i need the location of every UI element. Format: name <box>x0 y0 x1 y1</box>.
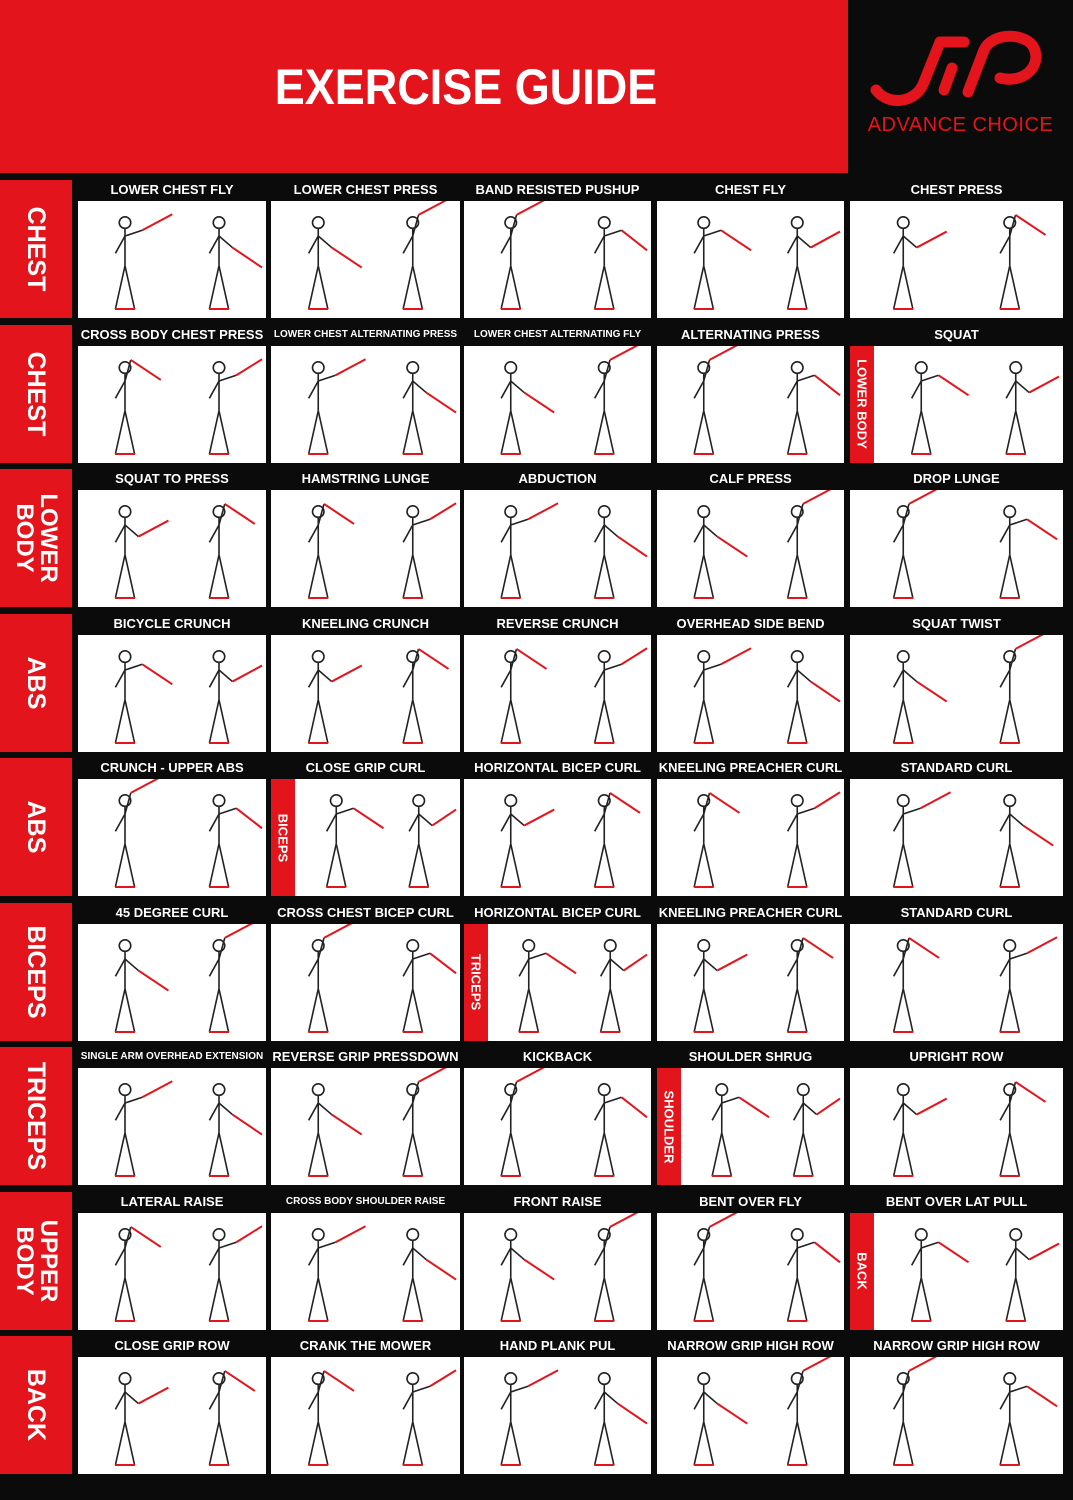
exercise-card <box>271 903 460 1041</box>
exercise-row <box>0 464 1073 609</box>
exercise-figure-icon <box>464 201 651 318</box>
section-label <box>0 469 72 607</box>
exercise-figure-icon <box>464 1068 651 1185</box>
exercise-figure-icon <box>657 635 844 752</box>
exercise-title: LATERAL RAISE <box>78 1192 266 1212</box>
exercise-title: BAND RESISTED PUSHUP <box>464 180 651 200</box>
exercise-illustration <box>850 1068 1063 1185</box>
exercise-figure-icon <box>657 1213 844 1330</box>
section-label-text: TRICEPS <box>22 1061 50 1171</box>
exercise-card <box>271 758 460 896</box>
exercise-figure-icon <box>271 779 460 896</box>
exercise-illustration <box>657 924 844 1041</box>
category-tag-text: SHOULDER <box>661 1090 677 1163</box>
category-tag <box>464 924 488 1041</box>
exercise-title: CRANK THE MOWER <box>271 1336 460 1356</box>
exercise-illustration <box>464 1068 651 1185</box>
exercise-figure-icon <box>271 1357 460 1474</box>
exercise-illustration <box>657 346 844 463</box>
exercise-figure-icon <box>78 346 266 463</box>
exercise-row <box>0 175 1073 320</box>
exercise-illustration <box>464 1357 651 1474</box>
exercise-card <box>78 469 266 607</box>
exercise-figure-icon <box>464 635 651 752</box>
exercise-illustration <box>78 346 266 463</box>
exercise-title: SQUAT <box>850 325 1063 345</box>
exercise-title: ABDUCTION <box>464 469 651 489</box>
exercise-card <box>464 325 651 463</box>
exercise-card <box>78 180 266 318</box>
exercise-illustration <box>78 201 266 318</box>
exercise-figure-icon <box>850 490 1063 607</box>
exercise-illustration <box>850 924 1063 1041</box>
section-label-text: ABS <box>22 800 50 854</box>
exercise-card <box>271 180 460 318</box>
exercise-illustration <box>657 779 844 896</box>
exercise-row <box>0 753 1073 898</box>
exercise-figure-icon <box>271 635 460 752</box>
category-tag-text: TRICEPS <box>468 953 484 1011</box>
exercise-title: CHEST FLY <box>657 180 844 200</box>
category-tag-text: LOWER BODY <box>854 359 870 449</box>
category-tag <box>657 1068 681 1185</box>
exercise-figure-icon <box>850 1213 1063 1330</box>
exercise-row <box>0 1187 1073 1332</box>
header-banner <box>0 0 848 173</box>
exercise-illustration <box>464 779 651 896</box>
section-label <box>0 614 72 752</box>
exercise-figure-icon <box>657 924 844 1041</box>
exercise-figure-icon <box>850 1357 1063 1474</box>
exercise-illustration <box>464 924 651 1041</box>
exercise-card <box>78 1192 266 1330</box>
exercise-illustration <box>850 201 1063 318</box>
exercise-card <box>271 325 460 463</box>
exercise-title: KNEELING CRUNCH <box>271 614 460 634</box>
exercise-figure-icon <box>78 635 266 752</box>
exercise-card <box>271 469 460 607</box>
exercise-card <box>850 1336 1063 1474</box>
exercise-figure-icon <box>78 1357 266 1474</box>
exercise-illustration <box>271 635 460 752</box>
exercise-title: REVERSE GRIP PRESSDOWN <box>271 1047 460 1067</box>
exercise-row <box>0 320 1073 465</box>
exercise-title: STANDARD CURL <box>850 758 1063 778</box>
exercise-card <box>850 325 1063 463</box>
exercise-title: BICYCLE CRUNCH <box>78 614 266 634</box>
exercise-card <box>657 758 844 896</box>
section-label-text: UPPER BODY <box>11 1219 62 1302</box>
exercise-illustration <box>78 1068 266 1185</box>
exercise-card <box>464 1336 651 1474</box>
exercise-figure-icon <box>850 779 1063 896</box>
category-tag <box>850 346 874 463</box>
exercise-card <box>850 469 1063 607</box>
exercise-title: KICKBACK <box>464 1047 651 1067</box>
exercise-title: NARROW GRIP HIGH ROW <box>657 1336 844 1356</box>
exercise-title: OVERHEAD SIDE BEND <box>657 614 844 634</box>
exercise-title: KNEELING PREACHER CURL <box>657 903 844 923</box>
exercise-title: KNEELING PREACHER CURL <box>657 758 844 778</box>
exercise-card <box>657 469 844 607</box>
exercise-title: LOWER CHEST PRESS <box>271 180 460 200</box>
exercise-figure-icon <box>657 490 844 607</box>
exercise-card <box>464 469 651 607</box>
exercise-figure-icon <box>657 346 844 463</box>
section-label-text: ABS <box>22 656 50 709</box>
exercise-figure-icon <box>78 201 266 318</box>
exercise-illustration <box>271 346 460 463</box>
exercise-title: HORIZONTAL BICEP CURL <box>464 903 651 923</box>
exercise-figure-icon <box>271 201 460 318</box>
exercise-card <box>657 614 844 752</box>
category-tag <box>850 1213 874 1330</box>
exercise-card <box>78 1047 266 1185</box>
exercise-illustration <box>271 201 460 318</box>
exercise-title: HAMSTRING LUNGE <box>271 469 460 489</box>
exercise-illustration <box>271 490 460 607</box>
exercise-card <box>850 758 1063 896</box>
exercise-figure-icon <box>271 1068 460 1185</box>
exercise-figure-icon <box>78 779 266 896</box>
exercise-title: CROSS BODY CHEST PRESS <box>78 325 266 345</box>
brand-name: ADVANCE CHOICE <box>867 114 1054 136</box>
exercise-card <box>657 325 844 463</box>
section-label <box>0 325 72 463</box>
exercise-illustration <box>78 1357 266 1474</box>
page-title: EXERCISE GUIDE <box>274 59 658 115</box>
exercise-title: HAND PLANK PUL <box>464 1336 651 1356</box>
section-label <box>0 758 72 896</box>
exercise-title: SQUAT TWIST <box>850 614 1063 634</box>
exercise-illustration <box>271 779 460 896</box>
exercise-row <box>0 898 1073 1043</box>
exercise-card <box>78 1336 266 1474</box>
exercise-illustration <box>850 1213 1063 1330</box>
exercise-illustration <box>271 1357 460 1474</box>
section-label-text: CHEST <box>22 206 50 292</box>
exercise-title: CHEST PRESS <box>850 180 1063 200</box>
exercise-illustration <box>271 1213 460 1330</box>
exercise-figure-icon <box>850 635 1063 752</box>
exercise-row <box>0 609 1073 754</box>
exercise-figure-icon <box>657 779 844 896</box>
exercise-card <box>850 903 1063 1041</box>
exercise-figure-icon <box>78 1068 266 1185</box>
exercise-figure-icon <box>464 924 651 1041</box>
exercise-title: CALF PRESS <box>657 469 844 489</box>
exercise-illustration <box>271 1068 460 1185</box>
exercise-figure-icon <box>271 346 460 463</box>
exercise-card <box>464 1047 651 1185</box>
exercise-card <box>271 614 460 752</box>
exercise-illustration <box>78 1213 266 1330</box>
exercise-figure-icon <box>78 1213 266 1330</box>
exercise-card <box>271 1047 460 1185</box>
exercise-row <box>0 1331 1073 1476</box>
exercise-illustration <box>657 1068 844 1185</box>
exercise-title: LOWER CHEST ALTERNATING PRESS <box>271 325 460 345</box>
section-label-text: BICEPS <box>22 924 50 1019</box>
exercise-illustration <box>850 635 1063 752</box>
exercise-title: SHOULDER SHRUG <box>657 1047 844 1067</box>
exercise-figure-icon <box>657 1357 844 1474</box>
exercise-card <box>850 1047 1063 1185</box>
exercise-illustration <box>657 201 844 318</box>
exercise-title: LOWER CHEST ALTERNATING FLY <box>464 325 651 345</box>
exercise-figure-icon <box>657 1068 844 1185</box>
exercise-figure-icon <box>464 490 651 607</box>
exercise-illustration <box>464 201 651 318</box>
exercise-title: NARROW GRIP HIGH ROW <box>850 1336 1063 1356</box>
exercise-illustration <box>78 779 266 896</box>
exercise-card <box>657 1336 844 1474</box>
exercise-card <box>464 903 651 1041</box>
exercise-row <box>0 1042 1073 1187</box>
exercise-card <box>657 180 844 318</box>
exercise-title: 45 DEGREE CURL <box>78 903 266 923</box>
section-label <box>0 903 72 1041</box>
exercise-figure-icon <box>850 924 1063 1041</box>
category-tag <box>271 779 295 896</box>
exercise-illustration <box>464 1213 651 1330</box>
exercise-card <box>464 614 651 752</box>
exercise-illustration <box>464 490 651 607</box>
exercise-figure-icon <box>464 779 651 896</box>
exercise-illustration <box>850 779 1063 896</box>
exercise-card <box>657 903 844 1041</box>
exercise-figure-icon <box>464 346 651 463</box>
exercise-figure-icon <box>271 490 460 607</box>
exercise-illustration <box>78 924 266 1041</box>
exercise-figure-icon <box>78 924 266 1041</box>
exercise-card <box>464 1192 651 1330</box>
exercise-illustration <box>657 490 844 607</box>
exercise-title: STANDARD CURL <box>850 903 1063 923</box>
exercise-title: ALTERNATING PRESS <box>657 325 844 345</box>
exercise-illustration <box>850 1357 1063 1474</box>
category-tag-text: BICEPS <box>275 813 291 862</box>
exercise-card <box>850 1192 1063 1330</box>
exercise-title: SINGLE ARM OVERHEAD EXTENSION <box>78 1047 266 1067</box>
exercise-title: BENT OVER LAT PULL <box>850 1192 1063 1212</box>
section-label-text: LOWER BODY <box>11 493 62 583</box>
category-tag-text: BACK <box>854 1252 870 1290</box>
exercise-card <box>78 325 266 463</box>
exercise-figure-icon <box>271 1213 460 1330</box>
advance-choice-logo-icon <box>868 28 1053 110</box>
exercise-figure-icon <box>657 201 844 318</box>
section-label-text: CHEST <box>22 351 50 436</box>
exercise-title: LOWER CHEST FLY <box>78 180 266 200</box>
exercise-title: CROSS CHEST BICEP CURL <box>271 903 460 923</box>
exercise-figure-icon <box>850 1068 1063 1185</box>
section-label <box>0 1192 72 1330</box>
exercise-card <box>464 758 651 896</box>
exercise-title: UPRIGHT ROW <box>850 1047 1063 1067</box>
exercise-card <box>850 180 1063 318</box>
exercise-figure-icon <box>271 924 460 1041</box>
exercise-card <box>657 1192 844 1330</box>
section-label <box>0 1336 72 1474</box>
exercise-card <box>657 1047 844 1185</box>
brand-logo <box>848 0 1073 173</box>
exercise-title: BENT OVER FLY <box>657 1192 844 1212</box>
exercise-title: CLOSE GRIP ROW <box>78 1336 266 1356</box>
exercise-title: REVERSE CRUNCH <box>464 614 651 634</box>
exercise-illustration <box>657 1213 844 1330</box>
section-label-text: BACK <box>22 1368 50 1442</box>
exercise-card <box>271 1336 460 1474</box>
exercise-card <box>850 614 1063 752</box>
exercise-title: DROP LUNGE <box>850 469 1063 489</box>
exercise-figure-icon <box>850 346 1063 463</box>
exercise-illustration <box>464 346 651 463</box>
exercise-title: CLOSE GRIP CURL <box>271 758 460 778</box>
exercise-illustration <box>78 490 266 607</box>
exercise-title: FRONT RAISE <box>464 1192 651 1212</box>
exercise-title: SQUAT TO PRESS <box>78 469 266 489</box>
exercise-illustration <box>657 1357 844 1474</box>
exercise-illustration <box>464 635 651 752</box>
exercise-illustration <box>850 490 1063 607</box>
exercise-figure-icon <box>78 490 266 607</box>
exercise-card <box>78 614 266 752</box>
exercise-illustration <box>657 635 844 752</box>
exercise-figure-icon <box>850 201 1063 318</box>
exercise-title: HORIZONTAL BICEP CURL <box>464 758 651 778</box>
exercise-illustration <box>271 924 460 1041</box>
section-label <box>0 180 72 318</box>
exercise-card <box>271 1192 460 1330</box>
exercise-illustration <box>850 346 1063 463</box>
section-label <box>0 1047 72 1185</box>
exercise-illustration <box>78 635 266 752</box>
exercise-card <box>78 903 266 1041</box>
exercise-figure-icon <box>464 1213 651 1330</box>
exercise-card <box>78 758 266 896</box>
exercise-figure-icon <box>464 1357 651 1474</box>
exercise-title: CROSS BODY SHOULDER RAISE <box>271 1192 460 1212</box>
exercise-title: CRUNCH - UPPER ABS <box>78 758 266 778</box>
exercise-card <box>464 180 651 318</box>
